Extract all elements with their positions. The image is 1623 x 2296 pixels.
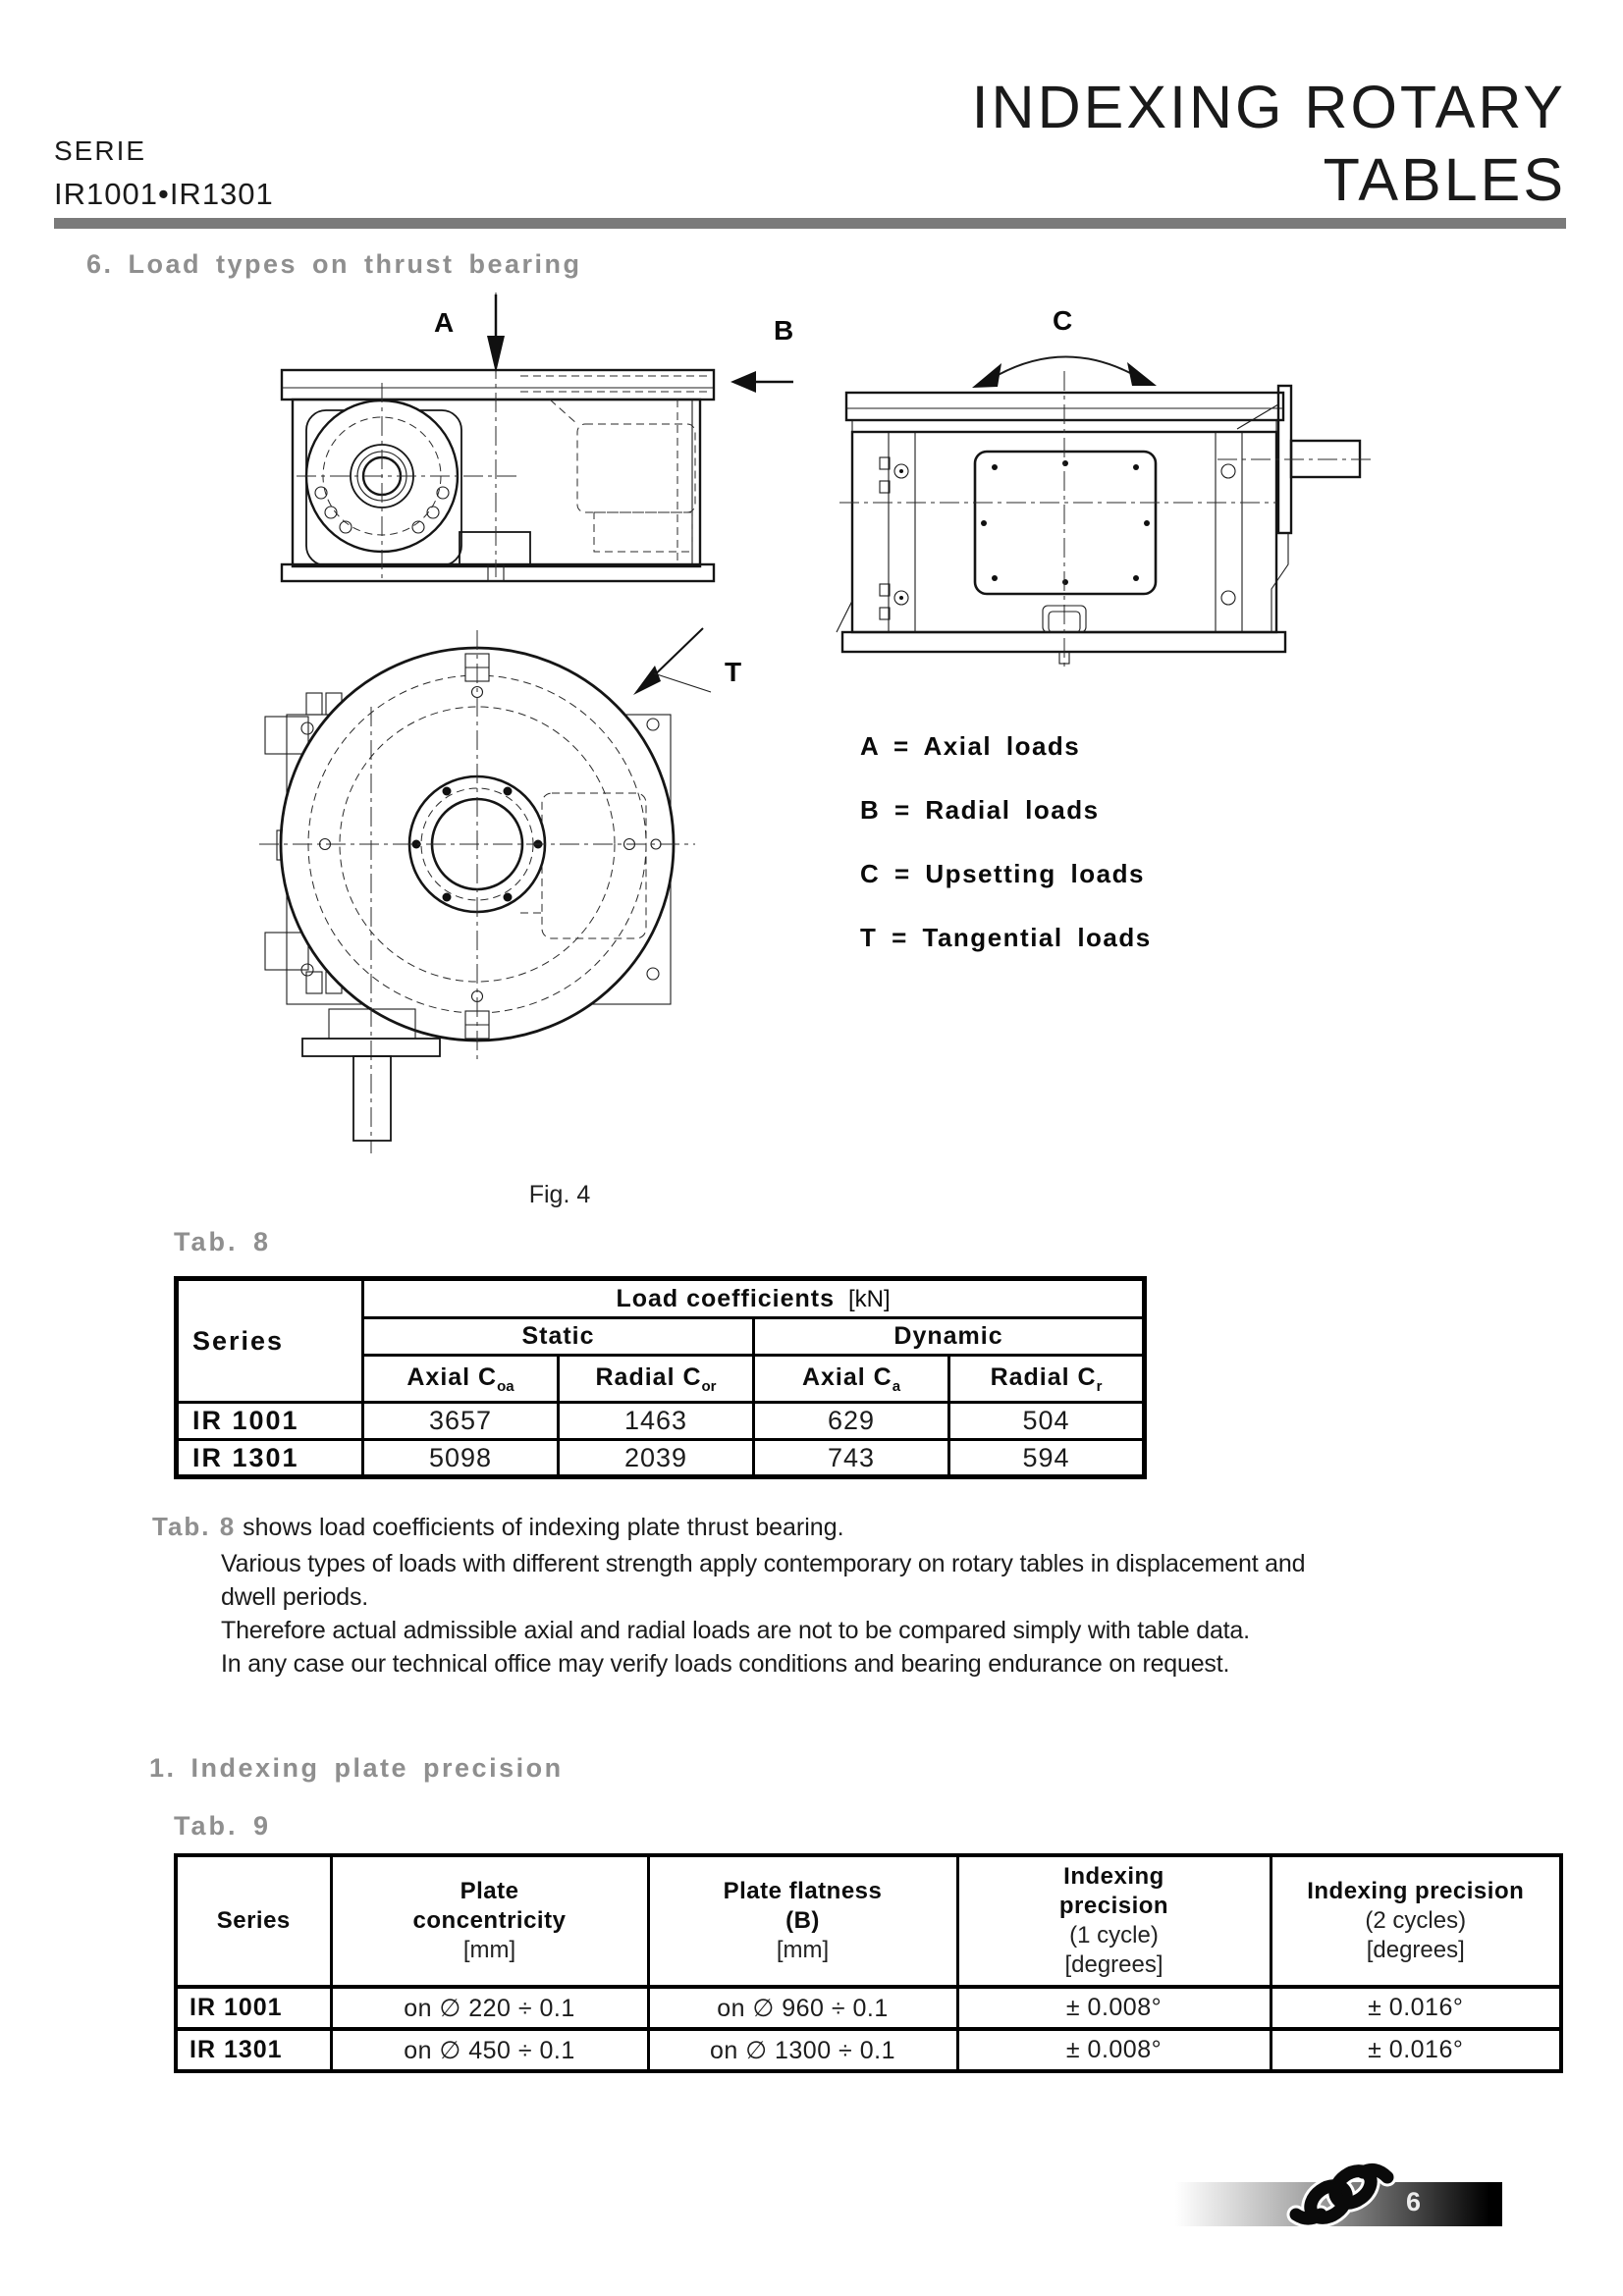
tab8-note-lead (152, 1512, 844, 1542)
front-view-drawing (282, 293, 714, 581)
tab9-cell: on ∅ 220 ÷ 0.1 (331, 1987, 648, 2029)
section-1-heading: 1. Indexing plate precision (149, 1753, 564, 1783)
load-label-b: B (774, 315, 794, 346)
tab8-col-radial-dynamic: Radial $C_r$ (949, 1356, 1145, 1403)
tab9-row-ir1301 (176, 2029, 1561, 2071)
note-line: Various types of loads with different strength apply contemporary on rotary tables in displacement and (221, 1550, 1306, 1577)
legend-radial: B = Radial loads (860, 795, 1100, 825)
legend-axial: A = Axial loads (860, 731, 1081, 761)
tab9-col-precision-1cycle: Indexing precision (1 cycle) [degrees] (957, 1855, 1271, 1987)
top-view-drawing (259, 628, 741, 1153)
tab8-value: 743 (754, 1440, 949, 1477)
legend-upsetting: C = Upsetting loads (860, 859, 1145, 888)
tab9-cell: on ∅ 450 ÷ 0.1 (331, 2029, 648, 2071)
tab9-cell: ± 0.008° (957, 2029, 1271, 2071)
brand-logo (1284, 2158, 1398, 2232)
tab8-title: Load coefficients (616, 1284, 836, 1312)
load-legend (860, 731, 1152, 987)
tab9-row-ir1001 (176, 1987, 1561, 2029)
tab8-group-static: Static (363, 1318, 754, 1356)
tab8-col-axial-dynamic: Axial $C_a$ (754, 1356, 949, 1403)
side-view-drawing (730, 305, 1373, 667)
tab9-series-ir1301: IR 1301 (176, 2029, 331, 2071)
tab8-value: 629 (754, 1403, 949, 1440)
fig4-technical-drawing (59, 285, 1375, 1163)
load-label-c: C (1053, 305, 1073, 336)
tab9-series-ir1001: IR 1001 (176, 1987, 331, 2029)
note-line: In any case our technical office may verify loads conditions and bearing endurance on request. (221, 1650, 1230, 1678)
tab9-col-precision-2cycles: Indexing precision (2 cycles) [degrees] (1271, 1855, 1561, 1987)
tab9-cell: ± 0.016° (1271, 2029, 1561, 2071)
tab8-row-ir1301 (177, 1440, 1145, 1477)
tab9-col-flatness: Plate flatness (B) [mm] (648, 1855, 957, 1987)
tab8-value: 5098 (363, 1440, 559, 1477)
tab9-cell: ± 0.016° (1271, 1987, 1561, 2029)
page-title-line1: INDEXING ROTARY (971, 74, 1566, 140)
tab8-row-ir1001 (177, 1403, 1145, 1440)
legend-tangential: T = Tangential loads (860, 923, 1152, 952)
note-line: dwell periods. (221, 1583, 369, 1611)
tab9-cell: ± 0.008° (957, 1987, 1271, 2029)
tab9-cell: on ∅ 960 ÷ 0.1 (648, 1987, 957, 2029)
tab9-series-header: Series (176, 1855, 331, 1987)
tab9-precision-table (174, 1853, 1563, 2073)
tab8-value: 594 (949, 1440, 1145, 1477)
tab8-value: 2039 (559, 1440, 754, 1477)
load-label-t: T (725, 657, 742, 687)
serie-models: IR1001•IR1301 (54, 177, 274, 211)
tab9-col-concentricity: Plate concentricity [mm] (331, 1855, 648, 1987)
tab8-col-radial-static: Radial $C_{or}$ (559, 1356, 754, 1403)
tab8-load-coefficients-table (174, 1276, 1147, 1479)
tab8-note-ref: Tab. 8 (152, 1512, 237, 1541)
section-6-heading: 6. Load types on thrust bearing (86, 249, 582, 279)
serie-label: SERIE (54, 135, 147, 166)
tab8-col-axial-static: Axial $C_{oa}$ (363, 1356, 559, 1403)
tab8-unit: [kN] (847, 1285, 891, 1312)
tab8-value: 504 (949, 1403, 1145, 1440)
tab8-value: 1463 (559, 1403, 754, 1440)
page-number: 6 (1406, 2187, 1423, 2216)
tab8-note-body (221, 1547, 1305, 1681)
figure-caption: Fig. 4 (528, 1181, 591, 1208)
page-title-line2: TABLES (1323, 146, 1566, 213)
tab8-series-ir1301: IR 1301 (177, 1440, 363, 1477)
tab8-series-header: Series (177, 1279, 363, 1403)
header-rule (54, 218, 1566, 229)
tab8-note-lead-text: shows load coefficients of indexing plate thrust bearing. (236, 1514, 844, 1541)
tab8-title-cell (363, 1279, 1145, 1318)
page-title (972, 71, 1566, 216)
tab8-label: Tab. 8 (174, 1227, 272, 1256)
note-line: Therefore actual admissible axial and radial loads are not to be compared simply with table data. (221, 1617, 1250, 1644)
load-label-a: A (434, 307, 455, 338)
tab8-series-ir1001: IR 1001 (177, 1403, 363, 1440)
tab8-group-dynamic: Dynamic (754, 1318, 1145, 1356)
tab9-cell: on ∅ 1300 ÷ 0.1 (648, 2029, 957, 2071)
tab8-value: 3657 (363, 1403, 559, 1440)
tab9-label: Tab. 9 (174, 1811, 272, 1841)
